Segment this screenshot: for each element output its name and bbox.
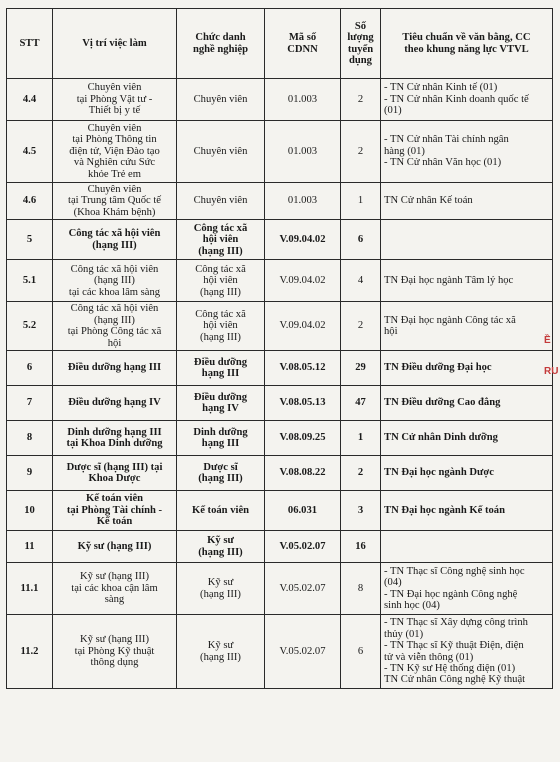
- cell-title: Công tác xã hội viên (hạng III): [177, 220, 265, 260]
- cell-position: Chuyên viên tại Phòng Thông tin điện tử, Viện Đào tạo và Nghiên cứu Sức khỏe Trẻ em: [53, 121, 177, 183]
- cell-quantity: 47: [341, 386, 381, 421]
- cell-criteria: TN Cử nhân Dinh dưỡng: [381, 421, 553, 456]
- cell-quantity: 4: [341, 260, 381, 302]
- red-stamp-mark: Ề: [544, 335, 551, 346]
- table-row: [7, 183, 553, 220]
- cell-stt: 8: [7, 421, 53, 456]
- cell-stt: 11.1: [7, 563, 53, 615]
- cell-title: Điều dưỡng hạng IV: [177, 386, 265, 421]
- cell-code: 01.003: [265, 79, 341, 121]
- cell-position: Điều dưỡng hạng IV: [53, 386, 177, 421]
- red-stamp-mark: RU: [544, 366, 559, 377]
- cell-title: Công tác xã hội viên (hạng III): [177, 260, 265, 302]
- cell-position: Dinh dưỡng hạng III tại Khoa Dinh dưỡng: [53, 421, 177, 456]
- table-row: [7, 121, 553, 183]
- header-title: Chức danh nghề nghiệp: [177, 9, 265, 79]
- cell-code: V.05.02.07: [265, 615, 341, 689]
- header-code: Mã số CDNN: [265, 9, 341, 79]
- cell-position: Chuyên viên tại Phòng Vật tư - Thiết bị y tế: [53, 79, 177, 121]
- cell-title: Chuyên viên: [177, 79, 265, 121]
- cell-quantity: 1: [341, 183, 381, 220]
- cell-stt: 4.4: [7, 79, 53, 121]
- table-row: [7, 456, 553, 491]
- cell-stt: 5: [7, 220, 53, 260]
- cell-code: 06.031: [265, 491, 341, 531]
- cell-title: Chuyên viên: [177, 183, 265, 220]
- cell-code: 01.003: [265, 183, 341, 220]
- cell-stt: 11.2: [7, 615, 53, 689]
- cell-quantity: 2: [341, 121, 381, 183]
- cell-criteria: [381, 531, 553, 563]
- cell-position: Chuyên viên tại Trung tâm Quốc tế (Khoa Khám bệnh): [53, 183, 177, 220]
- cell-stt: 7: [7, 386, 53, 421]
- table-row: [7, 421, 553, 456]
- cell-title: Điều dưỡng hạng III: [177, 351, 265, 386]
- cell-quantity: 6: [341, 615, 381, 689]
- cell-title: Công tác xã hội viên (hạng III): [177, 302, 265, 351]
- table-row: [7, 531, 553, 563]
- cell-code: V.08.08.22: [265, 456, 341, 491]
- table-header-row: [7, 9, 553, 79]
- cell-quantity: 29: [341, 351, 381, 386]
- cell-quantity: 2: [341, 302, 381, 351]
- cell-code: V.05.02.07: [265, 531, 341, 563]
- cell-code: V.09.04.02: [265, 220, 341, 260]
- document-page: [6, 8, 559, 689]
- header-stt: STT: [7, 9, 53, 79]
- table-row: [7, 491, 553, 531]
- cell-title: Kỹ sư (hạng III): [177, 615, 265, 689]
- table-row: [7, 563, 553, 615]
- cell-stt: 11: [7, 531, 53, 563]
- cell-stt: 4.6: [7, 183, 53, 220]
- cell-quantity: 2: [341, 79, 381, 121]
- cell-criteria: TN Đại học ngành Tâm lý học: [381, 260, 553, 302]
- cell-position: Công tác xã hội viên (hạng III) tại Phòng Công tác xã hội: [53, 302, 177, 351]
- cell-title: Chuyên viên: [177, 121, 265, 183]
- cell-quantity: 3: [341, 491, 381, 531]
- cell-code: 01.003: [265, 121, 341, 183]
- header-quantity: Số lượng tuyển dụng: [341, 9, 381, 79]
- cell-stt: 9: [7, 456, 53, 491]
- cell-position: Điều dưỡng hạng III: [53, 351, 177, 386]
- cell-quantity: 6: [341, 220, 381, 260]
- cell-position: Công tác xã hội viên (hạng III): [53, 220, 177, 260]
- cell-stt: 6: [7, 351, 53, 386]
- cell-criteria: - TN Thạc sĩ Xây dựng công trình thủy (01) - TN Thạc sĩ Kỹ thuật Điện, điện tử và viễn thông (01) - TN Kỹ sư Hệ thống điện (01) TN Cử nhân Công nghệ Kỹ thuật: [381, 615, 553, 689]
- cell-criteria: TN Đại học ngành Kế toán: [381, 491, 553, 531]
- table-row: [7, 615, 553, 689]
- cell-title: Dinh dưỡng hạng III: [177, 421, 265, 456]
- cell-title: Kỹ sư (hạng III): [177, 563, 265, 615]
- header-position: Vị trí việc làm: [53, 9, 177, 79]
- cell-criteria: TN Đại học ngành Công tác xã hội: [381, 302, 553, 351]
- table-row: [7, 386, 553, 421]
- cell-quantity: 16: [341, 531, 381, 563]
- cell-stt: 5.1: [7, 260, 53, 302]
- table-row: [7, 260, 553, 302]
- cell-position: Kỹ sư (hạng III): [53, 531, 177, 563]
- cell-title: Kế toán viên: [177, 491, 265, 531]
- cell-position: Dược sĩ (hạng III) tại Khoa Dược: [53, 456, 177, 491]
- cell-title: Dược sĩ (hạng III): [177, 456, 265, 491]
- cell-code: V.08.05.13: [265, 386, 341, 421]
- cell-title: Kỹ sư (hạng III): [177, 531, 265, 563]
- cell-criteria: TN Đại học ngành Dược: [381, 456, 553, 491]
- table-row: [7, 351, 553, 386]
- cell-criteria: TN Cử nhân Kế toán: [381, 183, 553, 220]
- cell-code: V.05.02.07: [265, 563, 341, 615]
- cell-position: Kỹ sư (hạng III) tại Phòng Kỹ thuật thông dụng: [53, 615, 177, 689]
- cell-code: V.08.05.12: [265, 351, 341, 386]
- table-row: [7, 302, 553, 351]
- cell-position: Kỹ sư (hạng III) tại các khoa cận lâm sàng: [53, 563, 177, 615]
- cell-quantity: 8: [341, 563, 381, 615]
- cell-stt: 5.2: [7, 302, 53, 351]
- table-row: [7, 220, 553, 260]
- cell-stt: 10: [7, 491, 53, 531]
- cell-criteria: TN Điều dưỡng Cao đẳng: [381, 386, 553, 421]
- cell-criteria: - TN Cử nhân Tài chính ngân hàng (01) - TN Cử nhân Văn học (01): [381, 121, 553, 183]
- recruitment-table: [6, 8, 559, 689]
- cell-criteria: - TN Thạc sĩ Công nghệ sinh học (04) - TN Đại học ngành Công nghệ sinh học (04): [381, 563, 553, 615]
- table-row: [7, 79, 553, 121]
- cell-code: V.09.04.02: [265, 260, 341, 302]
- cell-quantity: 1: [341, 421, 381, 456]
- cell-code: V.08.09.25: [265, 421, 341, 456]
- cell-criteria: - TN Cử nhân Kinh tế (01) - TN Cử nhân Kinh doanh quốc tế (01): [381, 79, 553, 121]
- cell-position: Công tác xã hội viên (hạng III) tại các khoa lâm sàng: [53, 260, 177, 302]
- cell-stt: 4.5: [7, 121, 53, 183]
- cell-quantity: 2: [341, 456, 381, 491]
- cell-criteria: [381, 220, 553, 260]
- header-criteria: Tiêu chuẩn về văn bằng, CC theo khung năng lực VTVL: [381, 9, 553, 79]
- cell-position: Kế toán viên tại Phòng Tài chính - Kế toán: [53, 491, 177, 531]
- cell-criteria: TN Điều dưỡng Đại học: [381, 351, 553, 386]
- cell-code: V.09.04.02: [265, 302, 341, 351]
